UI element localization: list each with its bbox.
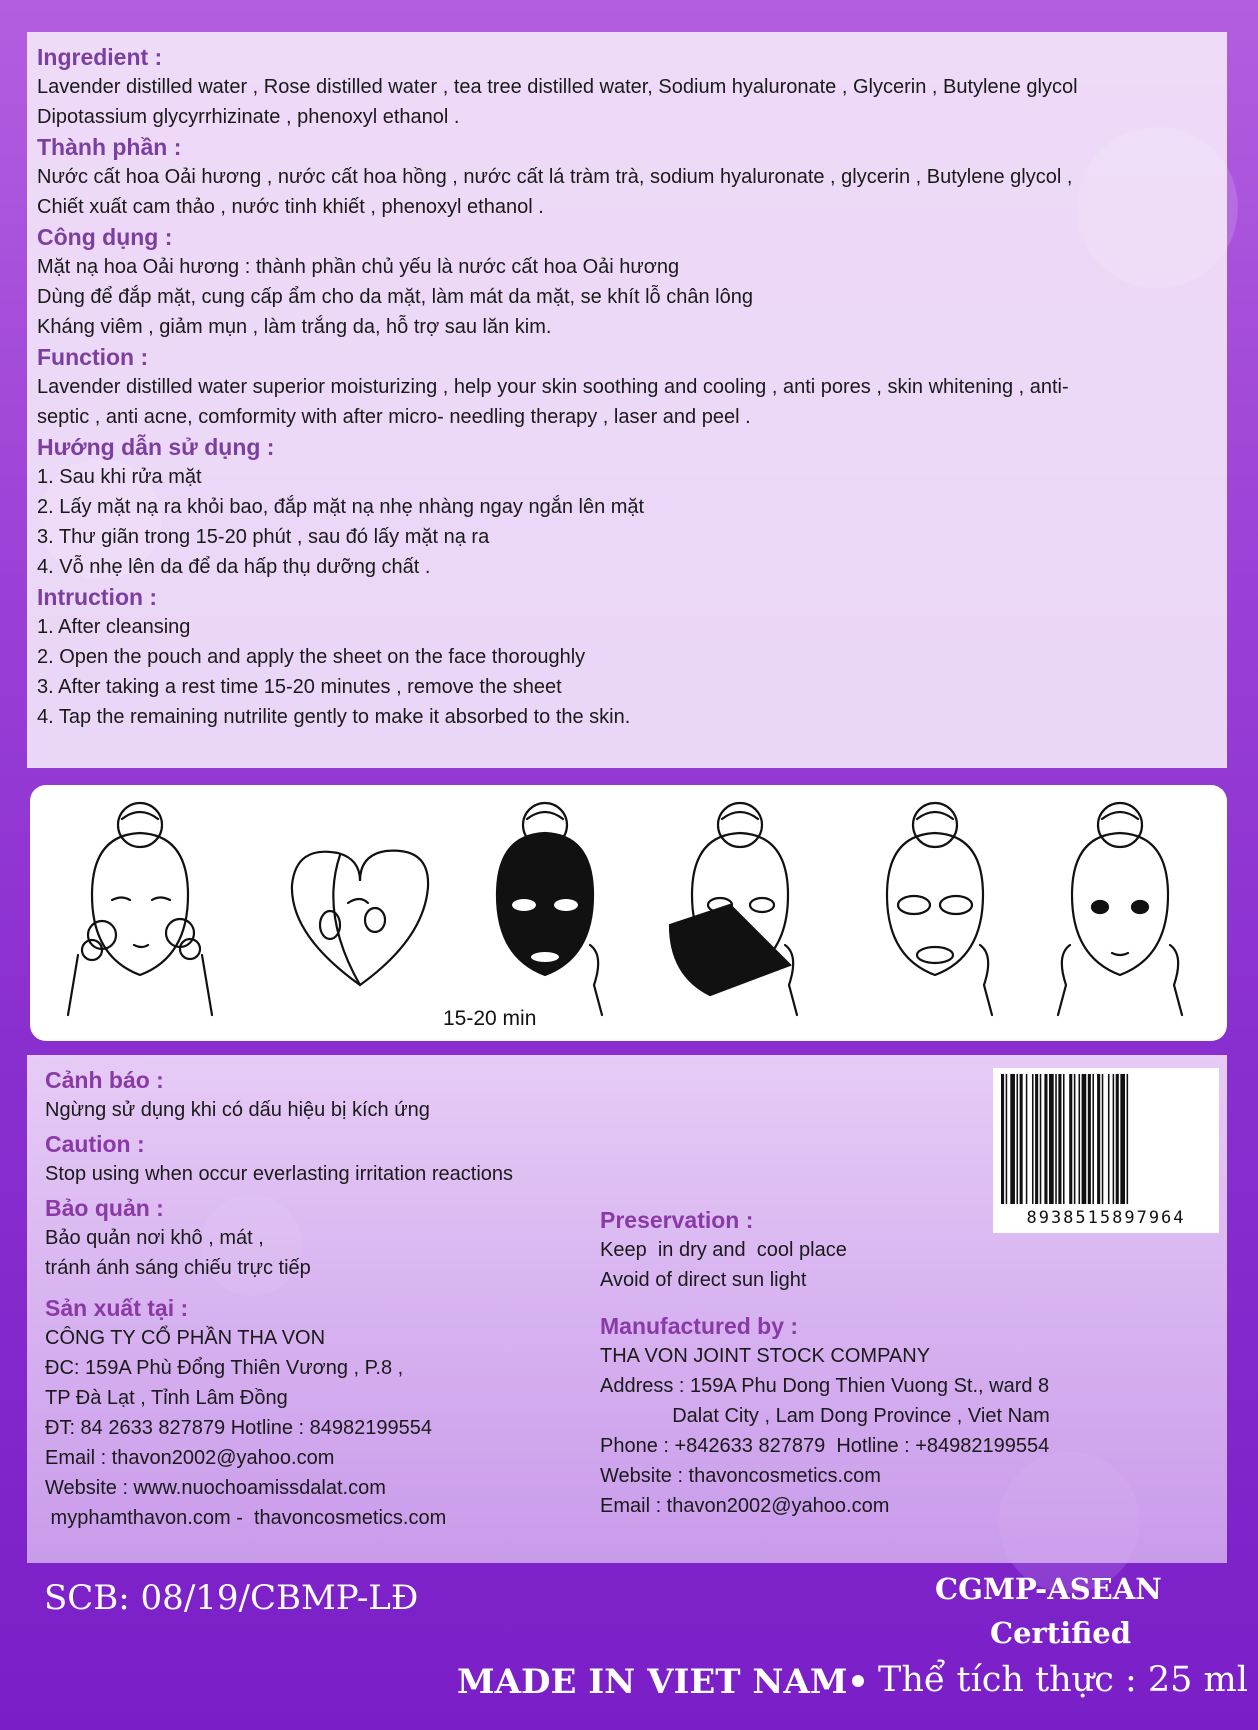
- manufacturer-en-line: Website : thavoncosmetics.com: [600, 1465, 881, 1487]
- storage-vi-line: tránh ánh sáng chiếu trực tiếp: [45, 1257, 311, 1279]
- face-final-icon: [1058, 803, 1182, 1015]
- barcode-bar: [1010, 1074, 1015, 1204]
- function-vi-title: Công dụng :: [37, 224, 173, 250]
- function-vi-line: Mặt nạ hoa Oải hương : thành phần chủ yếu là nước cất hoa Oải hương: [37, 256, 680, 278]
- manufacturer-vi-line: Website : www.nuochoamissdalat.com: [45, 1477, 386, 1499]
- manufacturer-en-line: THA VON JOINT STOCK COMPANY: [600, 1345, 931, 1367]
- usage-steps-drawing: [30, 785, 1227, 1041]
- barcode-bar: [1102, 1074, 1104, 1204]
- warning-en-title: Caution :: [45, 1131, 145, 1157]
- barcode-bar: [1092, 1074, 1094, 1204]
- manufacturer-vi-line: Email : thavon2002@yahoo.com: [45, 1447, 335, 1469]
- function-en-line: Lavender distilled water superior moisturizing , help your skin soothing and cooling , anti pores , skin whitening , anti-: [37, 376, 1069, 398]
- face-mask-on-icon: [497, 803, 602, 1015]
- barcode: [993, 1068, 1219, 1233]
- barcode-bar: [1074, 1074, 1076, 1204]
- separator-dot: [852, 1675, 864, 1687]
- barcode-bar: [1044, 1074, 1047, 1204]
- ingredient-vi-line: Chiết xuất cam thảo , nước tinh khiết , phenoxyl ethanol .: [37, 196, 544, 218]
- face-mask-peel-icon: [670, 803, 797, 1015]
- face-cleansing-icon: [68, 803, 212, 1015]
- barcode-bar: [1020, 1074, 1023, 1204]
- warning-vi-title: Cảnh báo :: [45, 1067, 164, 1093]
- left-column: [45, 1065, 513, 1533]
- right-column: [600, 1205, 1050, 1521]
- usage-vi-step: 3. Thư giãn trong 15-20 phút , sau đó lấy mặt nạ ra: [37, 526, 490, 548]
- net-volume: Thể tích thực : 25 ml: [878, 1660, 1248, 1700]
- barcode-bar: [1032, 1074, 1034, 1204]
- barcode-number: 8938515897964: [1026, 1208, 1186, 1228]
- barcode-bar: [1108, 1074, 1110, 1204]
- sheet-mask-icon: [292, 851, 428, 985]
- barcode-bar: [1001, 1074, 1004, 1204]
- barcode-bar: [1097, 1074, 1100, 1204]
- made-in: MADE IN VIET NAM: [457, 1662, 848, 1702]
- ingredient-en-line: Dipotassium glycyrrhizinate , phenoxyl ethanol .: [37, 106, 460, 128]
- barcode-bar: [1063, 1074, 1065, 1204]
- barcode-bar: [1079, 1074, 1081, 1204]
- storage-vi-line: Bảo quản nơi khô , mát ,: [45, 1227, 264, 1249]
- usage-en-step: 2. Open the pouch and apply the sheet on the face thoroughly: [37, 646, 586, 668]
- barcode-bar: [1127, 1074, 1129, 1204]
- function-vi-line: Dùng để đắp mặt, cung cấp ẩm cho da mặt, làm mát da mặt, se khít lỗ chân lông: [37, 286, 753, 308]
- ingredient-en-line: Lavender distilled water , Rose distilled water , tea tree distilled water, Sodium hyaluronate , Glycerin , Butylene glycol: [37, 76, 1078, 98]
- manufacturer-vi-line: ĐT: 84 2633 827879 Hotline : 84982199554: [45, 1417, 432, 1439]
- barcode-bar: [1113, 1074, 1115, 1204]
- ingredients-panel: [27, 32, 1227, 768]
- warning-en-text: Stop using when occur everlasting irritation reactions: [45, 1163, 514, 1185]
- usage-en-step: 4. Tap the remaining nutrilite gently to make it absorbed to the skin.: [37, 706, 631, 728]
- usage-en-title: Intruction :: [37, 584, 158, 610]
- usage-vi-title: Hướng dẫn sử dụng :: [37, 434, 275, 460]
- function-en-line: septic , anti acne, comformity with after micro- needling therapy , laser and peel .: [37, 406, 751, 428]
- cert-line-1: CGMP-ASEAN: [935, 1572, 1162, 1606]
- barcode-bar: [1040, 1074, 1042, 1204]
- storage-en-title: Preservation :: [600, 1207, 754, 1233]
- manufacturer-vi-line: ĐC: 159A Phù Đổng Thiên Vương , P.8 ,: [45, 1357, 404, 1379]
- barcode-bar: [1116, 1074, 1119, 1204]
- time-label: 15-20 min: [443, 1007, 537, 1030]
- barcode-bar: [1035, 1074, 1038, 1204]
- function-en-title: Function :: [37, 344, 149, 370]
- barcode-bar: [1006, 1074, 1008, 1204]
- manufacturer-vi-line: myphamthavon.com - thavoncosmetics.com: [45, 1507, 447, 1529]
- ingredient-vi-line: Nước cất hoa Oải hương , nước cất hoa hồng , nước cất lá tràm trà, sodium hyaluronate , glycerin , Butylene glycol ,: [37, 166, 1073, 188]
- storage-en-line: Avoid of direct sun light: [600, 1269, 807, 1291]
- ingredient-en-title: Ingredient :: [37, 44, 163, 70]
- manufacturer-en-title: Manufactured by :: [600, 1313, 799, 1339]
- usage-en-step: 3. After taking a rest time 15-20 minutes , remove the sheet: [37, 676, 562, 698]
- manufacturer-en-line: Address : 159A Phu Dong Thien Vuong St., ward 8: [600, 1375, 1050, 1397]
- ingredient-vi-title: Thành phần :: [37, 134, 182, 160]
- manufacturer-en-line: Email : thavon2002@yahoo.com: [600, 1495, 890, 1517]
- manufacturer-vi-line: TP Đà Lạt , Tỉnh Lâm Đồng: [45, 1387, 288, 1409]
- usage-vi-step: 2. Lấy mặt nạ ra khỏi bao, đắp mặt nạ nhẹ nhàng ngay ngắn lên mặt: [37, 496, 645, 518]
- storage-vi-title: Bảo quản :: [45, 1195, 164, 1221]
- storage-en-line: Keep in dry and cool place: [600, 1239, 847, 1261]
- barcode-bar: [1017, 1074, 1019, 1204]
- function-vi-line: Kháng viêm , giảm mụn , làm trắng da, hỗ trợ sau lăn kim.: [37, 316, 552, 338]
- barcode-bar: [1058, 1074, 1061, 1204]
- barcode-bar: [1082, 1074, 1087, 1204]
- usage-en-step: 1. After cleansing: [37, 616, 191, 638]
- barcode-bar: [1069, 1074, 1072, 1204]
- usage-illustration: [30, 785, 1227, 1041]
- manufacturer-en-line: Dalat City , Lam Dong Province , Viet Nam: [600, 1405, 1050, 1427]
- barcode-bar: [1049, 1074, 1054, 1204]
- face-patches-icon: [887, 803, 992, 1015]
- usage-vi-step: 1. Sau khi rửa mặt: [37, 466, 202, 488]
- barcode-bars: [993, 1068, 1219, 1208]
- usage-vi-step: 4. Vỗ nhẹ lên da để da hấp thụ dưỡng chất .: [37, 556, 431, 578]
- cert-line-2: Certified: [990, 1616, 1132, 1650]
- manufacturer-vi-title: Sản xuất tại :: [45, 1295, 189, 1321]
- manufacturer-en-line: Phone : +842633 827879 Hotline : +84982199554: [600, 1435, 1050, 1457]
- barcode-bar: [1120, 1074, 1125, 1204]
- warning-vi-text: Ngừng sử dụng khi có dấu hiệu bị kích ứng: [45, 1099, 430, 1121]
- manufacturer-vi-line: CÔNG TY CỔ PHẦN THA VON: [45, 1327, 326, 1349]
- barcode-bar: [1026, 1074, 1028, 1204]
- barcode-bar: [1055, 1074, 1057, 1204]
- scb-code: SCB: 08/19/CBMP-LĐ: [44, 1578, 419, 1618]
- barcode-bar: [1088, 1074, 1091, 1204]
